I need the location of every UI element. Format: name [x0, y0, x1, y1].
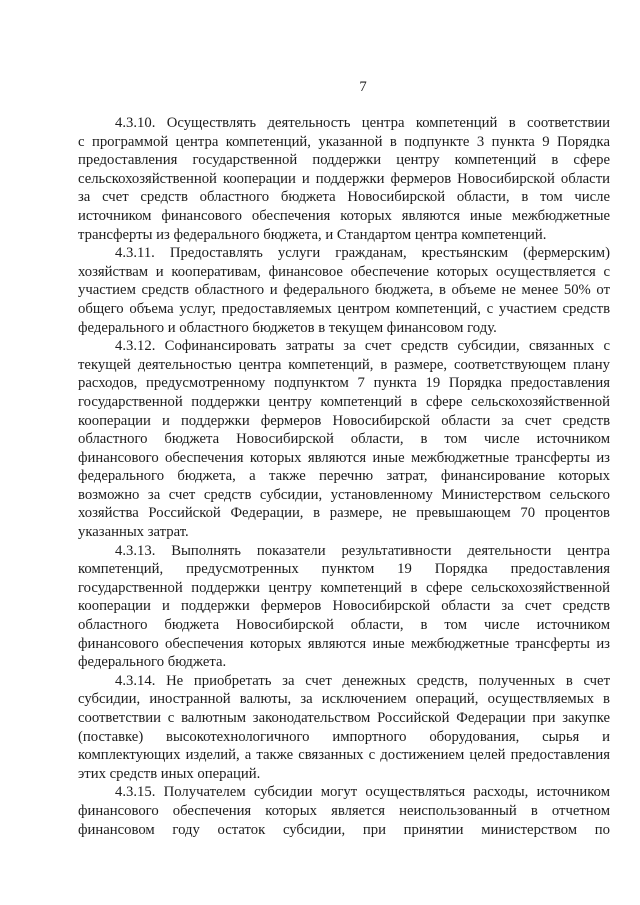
text-line: расходов, предусмотренному подпунктом 7 пункта 19 Порядка предоставления: [78, 375, 610, 392]
paragraph-4-3-14: [78, 672, 610, 784]
text-line: субсидии, иностранной валюты, за исключением операций, осуществляемых в: [78, 691, 610, 708]
text-line: федерального бюджета.: [78, 654, 227, 671]
text-line: кооперации и поддержки фермеров Новосибирской области за счет средств: [78, 412, 610, 429]
text-line: текущей деятельностью центра компетенций, в размере, соответствующем плану: [78, 356, 610, 373]
text-line: 4.3.12. Софинансировать затраты за счет средств субсидии, связанных с: [115, 338, 610, 355]
text-line: предоставления государственной поддержки центру компетенций в сфере: [78, 152, 610, 169]
text-line: государственной поддержки центру компетенций в сфере сельскохозяйственной: [78, 393, 610, 410]
text-line: 4.3.15. Получателем субсидии могут осуществляться расходы, источником: [115, 784, 610, 801]
text-line: хозяйства Российской Федерации, в размере, не превышающем 70 процентов: [78, 505, 610, 522]
text-line: общего объема услуг, предоставляемых центром компетенций, с участием средств: [78, 300, 610, 317]
text-line: федерального и областного бюджетов в текущем финансовом году.: [78, 319, 497, 336]
text-line: этих средств иных операций.: [78, 765, 261, 782]
document-body: [78, 114, 610, 839]
text-line: соответствии с валютным законодательством Российской Федерации при закупке: [78, 710, 610, 726]
paragraph-4-3-11: [78, 244, 610, 337]
text-line: сельскохозяйственной кооперации и поддержки фермеров Новосибирской области: [78, 170, 610, 187]
text-line: финансового обеспечения которых являются иные межбюджетные трансферты из: [78, 635, 610, 652]
text-line: указанных затрат.: [78, 524, 189, 541]
page-number: 7: [359, 79, 367, 95]
text-line: возможно за счет средств субсидии, установленному Министерством сельского: [78, 486, 610, 503]
text-line: с программой центра компетенций, указанной в подпункте 3 пункта 9 Порядка: [78, 133, 610, 150]
text-line: финансовом году остаток субсидии, при принятии министерством по: [78, 821, 610, 838]
text-line: за счет средств областного бюджета Новосибирской области, в том числе: [78, 189, 610, 206]
text-line: кооперации и поддержки фермеров Новосибирской области за счет средств: [78, 598, 610, 615]
text-line: областного бюджета Новосибирской области, в том числе источником: [78, 617, 610, 634]
paragraph-4-3-12: [78, 337, 610, 542]
text-line: 4.3.11. Предоставлять услуги гражданам, крестьянским (фермерским): [115, 245, 610, 262]
text-line: (поставке) высокотехнологичного импортного оборудования, сырья и: [78, 728, 610, 745]
paragraph-4-3-15: [78, 783, 610, 839]
text-line: 4.3.13. Выполнять показатели результативности деятельности центра: [115, 542, 610, 559]
text-line: трансферты из федерального бюджета, и Стандартом центра компетенций.: [78, 226, 547, 243]
text-line: компетенций, предусмотренных пунктом 19 Порядка предоставления: [78, 561, 610, 578]
text-line: хозяйствам и кооперативам, финансовое обеспечение которых осуществляется с: [78, 263, 610, 280]
text-line: 4.3.14. Не приобретать за счет денежных средств, полученных в счет: [115, 672, 610, 689]
text-line: федерального бюджета, а также перечню затрат, финансирование которых: [78, 468, 610, 485]
text-line: комплектующих изделий, а также связанных с достижением целей предоставления: [78, 747, 610, 764]
text-line: участием средств областного и федерального бюджета, в объеме не менее 50% от: [78, 282, 610, 299]
text-line: государственной поддержки центру компетенций в сфере сельскохозяйственной: [78, 579, 610, 596]
text-line: финансового обеспечения которых является неиспользованный в отчетном: [78, 802, 610, 819]
paragraph-4-3-13: [78, 542, 610, 672]
text-line: областного бюджета Новосибирской области, в том числе источником: [78, 431, 610, 448]
text-line: 4.3.10. Осуществлять деятельность центра компетенций в соответствии: [115, 115, 610, 131]
text-line: финансового обеспечения которых являются иные межбюджетные трансферты из: [78, 449, 610, 466]
text-line: источником финансового обеспечения которых являются иные межбюджетные: [78, 207, 610, 224]
paragraph-4-3-10: [78, 114, 610, 244]
